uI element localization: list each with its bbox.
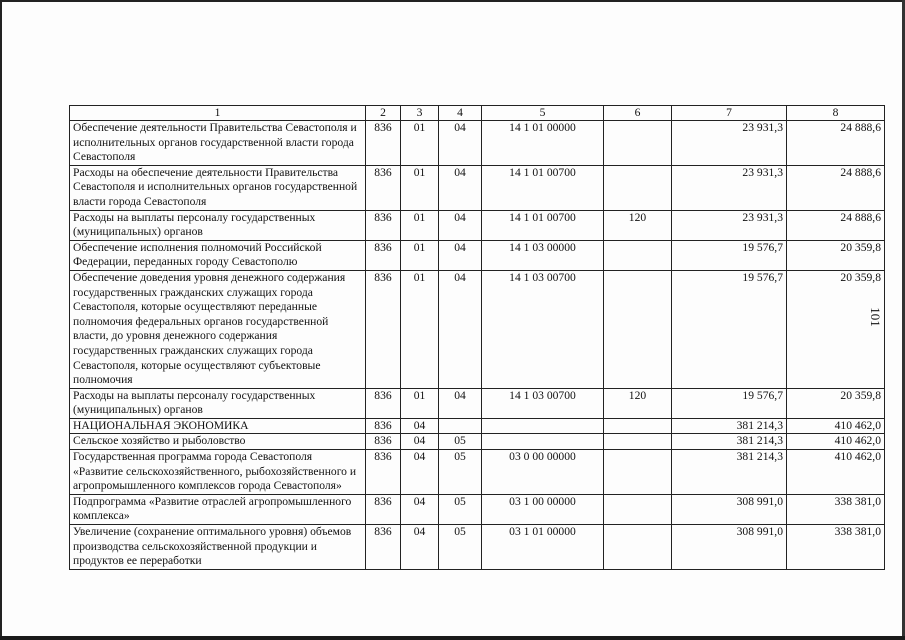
row-sum-2: 20 359,8	[787, 388, 885, 418]
table-row	[70, 434, 885, 450]
table-row	[70, 121, 885, 166]
row-vr	[604, 165, 672, 210]
row-pr: 05	[439, 450, 482, 495]
col-header-4: 4	[439, 106, 482, 121]
row-name: Обеспечение деятельности Правительства Севастополя и исполнительных органов государственной власти города Севастополя	[70, 121, 366, 166]
row-sum-1: 19 576,7	[672, 240, 787, 270]
row-sum-1: 23 931,3	[672, 165, 787, 210]
row-pr: 04	[439, 210, 482, 240]
row-rz: 04	[401, 450, 439, 495]
row-ved: 836	[366, 270, 401, 388]
row-rz: 01	[401, 165, 439, 210]
row-ved: 836	[366, 418, 401, 434]
row-name: НАЦИОНАЛЬНАЯ ЭКОНОМИКА	[70, 418, 366, 434]
row-csr: 14 1 01 00700	[482, 165, 604, 210]
row-sum-1: 381 214,3	[672, 418, 787, 434]
col-header-5: 5	[482, 106, 604, 121]
row-name: Государственная программа города Севастополя «Развитие сельскохозяйственного, рыбохозяйственного и агропромышленного комплексов города Севастополя»	[70, 450, 366, 495]
row-vr	[604, 434, 672, 450]
row-rz: 01	[401, 121, 439, 166]
row-vr	[604, 121, 672, 166]
scan-edge-left	[0, 0, 2, 640]
col-header-7: 7	[672, 106, 787, 121]
row-csr: 03 1 00 00000	[482, 494, 604, 524]
row-ved: 836	[366, 240, 401, 270]
scan-edge-bottom	[0, 636, 905, 640]
row-sum-1: 308 991,0	[672, 494, 787, 524]
row-name: Расходы на обеспечение деятельности Правительства Севастополя и исполнительных органов государственной власти города Севастополя	[70, 165, 366, 210]
row-rz: 01	[401, 210, 439, 240]
row-rz: 01	[401, 270, 439, 388]
row-rz: 04	[401, 434, 439, 450]
row-sum-2: 410 462,0	[787, 450, 885, 495]
row-vr	[604, 270, 672, 388]
row-ved: 836	[366, 494, 401, 524]
row-ved: 836	[366, 450, 401, 495]
row-name: Обеспечение доведения уровня денежного содержания государственных гражданских служащих города Севастополя, которые осуществляют переданные полномочия федеральных органов государственной власти, до уровня денежного содержания государственных гражданских служащих города Севастополя, которые осуществляют субъектовые полномочия	[70, 270, 366, 388]
row-csr: 03 0 00 00000	[482, 450, 604, 495]
table-row	[70, 270, 885, 388]
row-name: Расходы на выплаты персоналу государственных (муниципальных) органов	[70, 388, 366, 418]
row-sum-1: 19 576,7	[672, 270, 787, 388]
row-sum-2: 24 888,6	[787, 165, 885, 210]
row-name: Обеспечение исполнения полномочий Российской Федерации, переданных городу Севастополю	[70, 240, 366, 270]
row-sum-2: 24 888,6	[787, 210, 885, 240]
col-header-8: 8	[787, 106, 885, 121]
row-csr	[482, 434, 604, 450]
row-sum-1: 381 214,3	[672, 434, 787, 450]
row-ved: 836	[366, 388, 401, 418]
row-vr: 120	[604, 388, 672, 418]
row-sum-2: 338 381,0	[787, 494, 885, 524]
row-pr: 04	[439, 121, 482, 166]
row-pr: 04	[439, 240, 482, 270]
row-sum-1: 308 991,0	[672, 525, 787, 570]
row-csr: 14 1 01 00700	[482, 210, 604, 240]
row-pr: 04	[439, 165, 482, 210]
row-pr: 04	[439, 270, 482, 388]
table-row	[70, 240, 885, 270]
row-sum-2: 20 359,8	[787, 270, 885, 388]
row-vr	[604, 240, 672, 270]
row-sum-1: 19 576,7	[672, 388, 787, 418]
row-csr: 14 1 03 00700	[482, 270, 604, 388]
table-row	[70, 525, 885, 570]
page-number: 101	[868, 307, 883, 327]
scan-edge-top	[0, 0, 905, 2]
row-csr: 14 1 03 00000	[482, 240, 604, 270]
row-name: Увеличение (сохранение оптимального уровня) объемов производства сельскохозяйственной продукции и продуктов ее переработки	[70, 525, 366, 570]
row-name: Расходы на выплаты персоналу государственных (муниципальных) органов	[70, 210, 366, 240]
row-csr: 03 1 01 00000	[482, 525, 604, 570]
row-sum-1: 381 214,3	[672, 450, 787, 495]
row-ved: 836	[366, 525, 401, 570]
row-sum-2: 410 462,0	[787, 434, 885, 450]
row-pr	[439, 418, 482, 434]
row-vr	[604, 450, 672, 495]
row-rz: 04	[401, 494, 439, 524]
table-header-row	[70, 106, 885, 121]
row-sum-2: 410 462,0	[787, 418, 885, 434]
row-vr	[604, 494, 672, 524]
table-row	[70, 388, 885, 418]
row-sum-2: 24 888,6	[787, 121, 885, 166]
row-sum-1: 23 931,3	[672, 121, 787, 166]
row-pr: 05	[439, 434, 482, 450]
row-sum-1: 23 931,3	[672, 210, 787, 240]
col-header-6: 6	[604, 106, 672, 121]
table-row	[70, 210, 885, 240]
row-sum-2: 338 381,0	[787, 525, 885, 570]
row-ved: 836	[366, 165, 401, 210]
table-row	[70, 165, 885, 210]
col-header-2: 2	[366, 106, 401, 121]
row-vr	[604, 525, 672, 570]
row-csr: 14 1 03 00700	[482, 388, 604, 418]
row-ved: 836	[366, 210, 401, 240]
col-header-1: 1	[70, 106, 366, 121]
row-rz: 01	[401, 388, 439, 418]
row-csr	[482, 418, 604, 434]
table-row	[70, 494, 885, 524]
row-name: Подпрограмма «Развитие отраслей агропромышленного комплекса»	[70, 494, 366, 524]
row-rz: 01	[401, 240, 439, 270]
row-name: Сельское хозяйство и рыболовство	[70, 434, 366, 450]
row-rz: 04	[401, 525, 439, 570]
row-vr	[604, 418, 672, 434]
table-row	[70, 418, 885, 434]
budget-table	[69, 105, 885, 570]
row-sum-2: 20 359,8	[787, 240, 885, 270]
row-pr: 04	[439, 388, 482, 418]
row-ved: 836	[366, 434, 401, 450]
row-rz: 04	[401, 418, 439, 434]
table-row	[70, 450, 885, 495]
row-ved: 836	[366, 121, 401, 166]
row-vr: 120	[604, 210, 672, 240]
row-pr: 05	[439, 525, 482, 570]
row-csr: 14 1 01 00000	[482, 121, 604, 166]
col-header-3: 3	[401, 106, 439, 121]
row-pr: 05	[439, 494, 482, 524]
